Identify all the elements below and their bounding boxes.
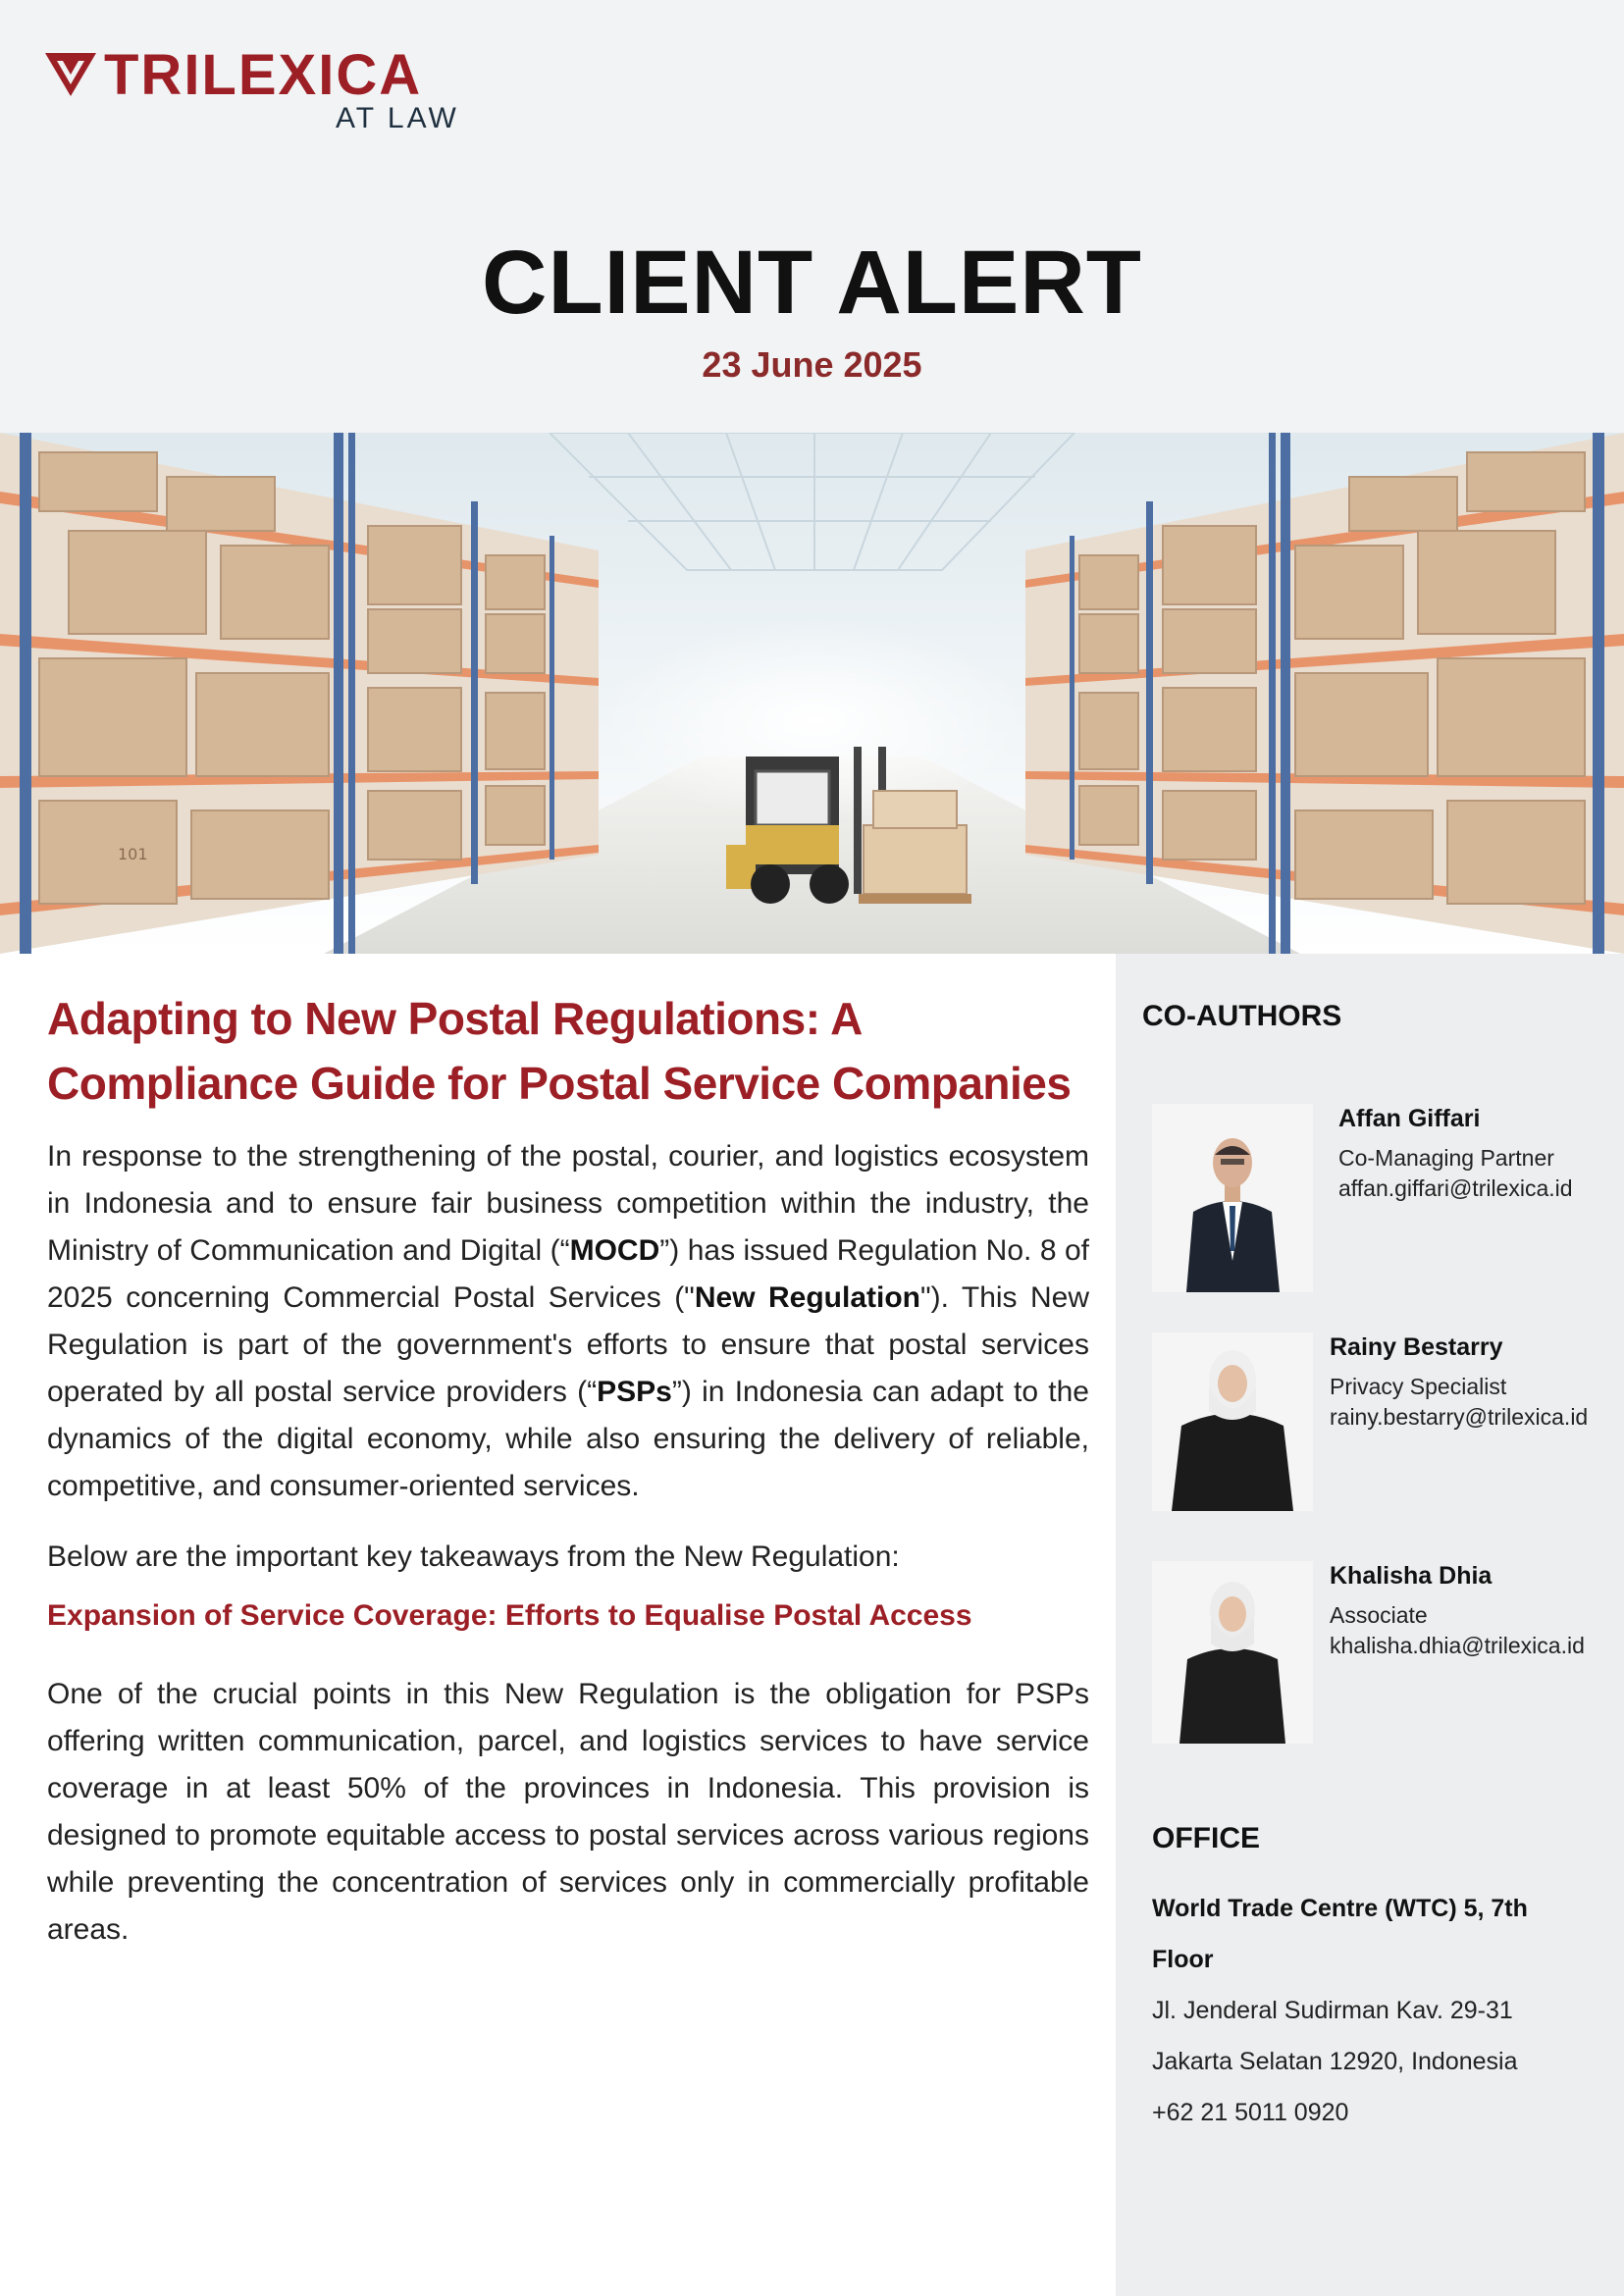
author-role: Associate <box>1330 1602 1428 1628</box>
office-phone[interactable]: +62 21 5011 0920 <box>1152 2099 1349 2126</box>
author-name: Rainy Bestarry <box>1330 1333 1503 1361</box>
article-title: Adapting to New Postal Regulations: A Compliance Guide for Postal Service Companies <box>47 993 1072 1109</box>
author-email[interactable]: affan.giffari@trilexica.id <box>1338 1175 1573 1201</box>
author-card <box>1152 1332 1603 1521</box>
page-title: CLIENT ALERT <box>482 233 1142 333</box>
office-building: World Trade Centre (WTC) 5, 7th Floor <box>1152 1895 1528 1973</box>
author-photo <box>1152 1561 1313 1744</box>
box-label-left: 101 <box>118 845 148 863</box>
office-city: Jakarta Selatan 12920, Indonesia <box>1152 2048 1518 2075</box>
section-heading: Expansion of Service Coverage: Efforts to Equalise Postal Access <box>47 1599 972 1632</box>
person-icon <box>1152 1332 1313 1511</box>
person-icon <box>1152 1561 1313 1744</box>
author-photo <box>1152 1332 1313 1511</box>
brand-subtitle: AT LAW <box>336 102 459 134</box>
author-role: Co-Managing Partner <box>1338 1145 1554 1171</box>
author-email[interactable]: rainy.bestarry@trilexica.id <box>1330 1404 1589 1430</box>
author-name: Affan Giffari <box>1338 1105 1481 1132</box>
person-icon <box>1152 1104 1313 1292</box>
author-card <box>1152 1561 1603 1749</box>
header-band <box>0 0 1624 433</box>
brand-name: TRILEXICA <box>104 43 423 107</box>
hero-warehouse-image <box>0 433 1624 954</box>
author-name: Khalisha Dhia <box>1330 1562 1493 1590</box>
article-body <box>47 986 1089 1977</box>
coauthors-heading: CO-AUTHORS <box>1142 1000 1342 1032</box>
author-card <box>1152 1104 1603 1292</box>
office-street: Jl. Jenderal Sudirman Kav. 29-31 <box>1152 1997 1513 2024</box>
term-new-regulation: New Regulation <box>694 1281 920 1314</box>
logo-chevron-icon <box>45 51 96 98</box>
section-paragraph: One of the crucial points in this New Regulation is the obligation for PSPs offering written communication, parcel, and logistics services to have service coverage in at least 50% of the provinces in Indonesia. This provision is designed to promote equitable access to postal services across various regions while preventing the concentration of services only in commercially profitable areas. <box>47 1678 1089 1946</box>
author-email[interactable]: khalisha.dhia@trilexica.id <box>1330 1633 1585 1658</box>
publication-date: 23 June 2025 <box>702 344 922 385</box>
intro-paragraph: In response to the strengthening of the postal, courier, and logistics ecosystem in Indonesia and to ensure fair business competition within the industry, the Ministry of Communication and Digital (“MOCD”) has issued Regulation No. 8 of 2025 concerning Commercial Postal Services ("New Regulation"). This New Regulation is part of the government's efforts to ensure that postal services operated by all postal service providers (“PSPs”) in Indonesia can adapt to the dynamics of the digital economy, while also ensuring the delivery of reliable, competitive, and consumer-oriented services. <box>47 1140 1090 1502</box>
takeaways-intro: Below are the important key takeaways from the New Regulation: <box>47 1540 900 1573</box>
office-address <box>1152 1883 1584 2138</box>
author-photo <box>1152 1104 1313 1292</box>
author-role: Privacy Specialist <box>1330 1374 1507 1399</box>
term-mocd: MOCD <box>569 1234 660 1267</box>
office-heading: OFFICE <box>1152 1822 1260 1854</box>
term-psps: PSPs <box>597 1376 672 1408</box>
warehouse-illustration <box>0 433 1624 954</box>
